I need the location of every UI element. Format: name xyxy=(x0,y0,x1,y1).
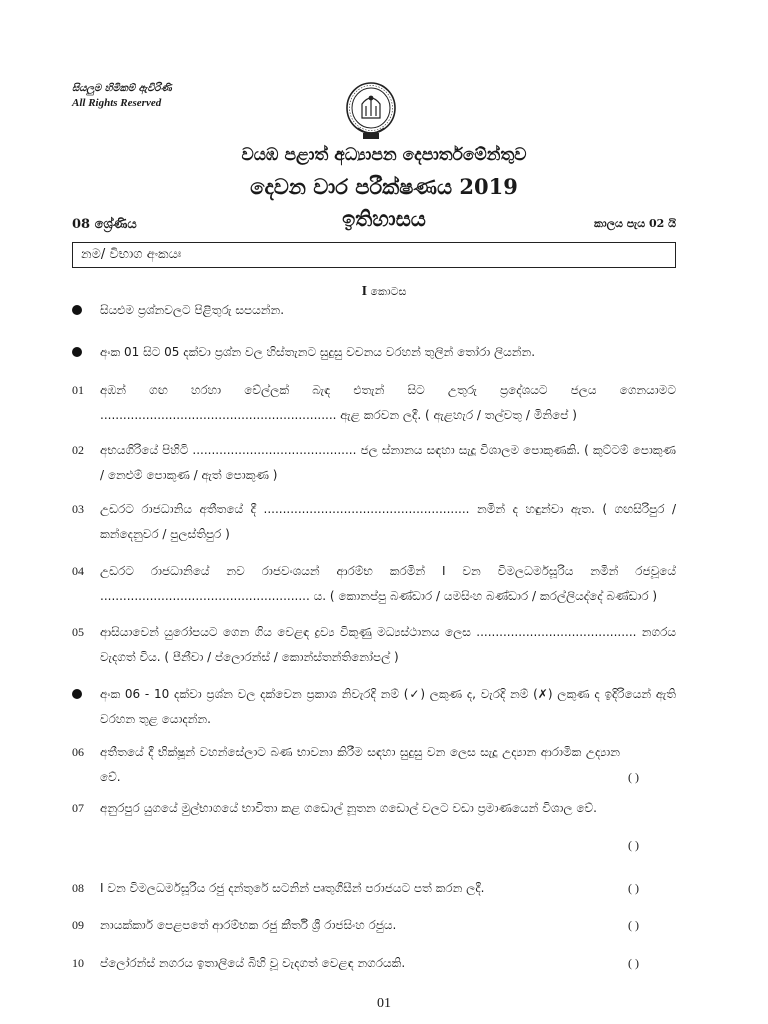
name-index-label: නම/ විභාග අංකයඃ xyxy=(81,247,182,262)
question-number: 07 xyxy=(72,801,84,815)
question-text: නායක්කාර් පෙළපතේ ආරම්භක රජු කීර්ති ශ්‍රී රාජසිංහ රජුය. xyxy=(100,918,397,932)
copyright-notice xyxy=(72,82,172,110)
question-text: ආසියාවෙන් යුරෝපයට ගෙන ගිය වෙළඳ ද්‍රව්‍ය විකුණු මධ්‍යස්ථානය ලෙස .......................................... නගරය වැදගත් විය. ( පීනීවා / ප්ලොරන්ස් / කොන්ස්තන්තිනෝපල් ) xyxy=(100,625,676,664)
exam-title: දෙවන වාර පරීක්ෂණය 2019 xyxy=(250,174,518,199)
question-number: 05 xyxy=(72,625,84,639)
question-number: 10 xyxy=(72,956,84,970)
bullet-icon xyxy=(72,305,82,315)
question-number: 01 xyxy=(72,383,84,397)
question-text: අතීතයේ දී භික්ෂූන් වහන්සේලාට බණ භාවනා කිරීම සඳහා සුදුසු වන ලෙස සැදූ උද්‍යාන ආරාමික උද්‍යාන වේ. xyxy=(100,745,620,784)
part-numeral: I xyxy=(361,284,368,299)
bullet-icon xyxy=(72,347,82,357)
time-label: කාලය පැය 02 යි xyxy=(594,217,676,230)
question-text: I වන විමලධර්මසූරිය රජු දන්තුරේ සටනින් පෘතුගීසීන් පරාජයට පත් කරන ලදී. xyxy=(100,881,485,895)
copyright-english: All Rights Reserved xyxy=(72,97,162,109)
name-index-field[interactable] xyxy=(72,242,676,268)
question-number: 06 xyxy=(72,745,84,759)
question-number: 09 xyxy=(72,918,84,932)
question-number: 03 xyxy=(72,502,84,516)
instruction-3: අංක 06 - 10 දක්වා ප්‍රශ්න වල දක්වෙන ප්‍රකාශ නිවැරදි නම් (✓) ලකුණ ද, වැරදි නම් (✗) ලකුණ ද ඉදිරියෙන් ඇති වරහන තුළ යොදන්න. xyxy=(100,687,676,726)
question-text: ප්ලෝරන්ස් නගරය ඉතාලියේ බිහි වූ වැදගත් වෙළඳ නගරයකි. xyxy=(100,956,406,970)
bullet-icon xyxy=(72,689,82,699)
question-text: අඹන් ගඟ හරහා වේල්ලක් බැඳ එතැන් සිට උතුරු ප්‍රදේශයට ජලය ගෙනයාමට .............................................................. ඇළ කරවන ලදී. ( ඇළහැර / තල්වතු / මිනිපේ ) xyxy=(100,383,676,422)
provincial-emblem-icon xyxy=(344,80,398,144)
instruction-2: අංක 01 සිට 05 දක්වා ප්‍රශ්න වල හිස්තැනට සුදුසු වචනය වරහන් තුලින් තෝරා ලියන්න. xyxy=(100,345,536,359)
part-label: කොටස xyxy=(367,285,407,298)
subject-title: ඉතිහාසය xyxy=(342,206,426,231)
question-text: අභයගිරියේ පිහිටි ........................................... ජල ස්නානය සඳහා සැදූ විශාලම පොකුණකි. ( කුට්ටම් පොකුණ / නෙළුම් පොකුණ / ඇත් පොකුණ ) xyxy=(100,443,676,482)
question-number: 08 xyxy=(72,881,84,895)
answer-bracket[interactable]: ( ) xyxy=(628,838,639,852)
question-text: අනුරපුර යුගයේ මුල්භාගයේ භාවිතා කළ ගඩොල් නූතන ගඩොල් වලට වඩා ප්‍රමාණයෙන් විශාල වේ. xyxy=(100,801,597,815)
question-number: 04 xyxy=(72,564,84,578)
answer-bracket[interactable]: ( ) xyxy=(628,956,639,970)
question-text: උඩරට රාජධානියේ නව රාජවංශයන් ආරම්භ කරමින් I වන විමලධර්මසූරිය නමින් රජවූයේ ....................................................... ය. ( කොනප්පු බණ්ඩාර / යමසිංහ බණ්ඩාර / කරල්ලියද්දේ බණ්ඩාර ) xyxy=(100,564,676,603)
question-number: 02 xyxy=(72,443,84,457)
page-number: 01 xyxy=(377,996,391,1011)
copyright-sinhala: සියලුම හිමිකම් ඇවිරිණි xyxy=(72,83,172,94)
grade-label: 08 ශ්‍රේණිය xyxy=(72,217,137,232)
answer-bracket[interactable]: ( ) xyxy=(628,881,639,895)
question-text: උඩරට රාජධානිය අතීතයේ දී ...................................................... නමින් ද හඳුන්වා ඇත. ( ගඟසිරිපුර / කන්දෙනුවර / පුලස්තිපුර ) xyxy=(100,502,676,541)
answer-bracket[interactable]: ( ) xyxy=(628,918,639,932)
department-name: වයඹ පළාත් අධ්‍යාපන දෙපාර්තමේන්තුව xyxy=(241,145,527,165)
instruction-1: සියළුම ප්‍රශ්නවලට පිළිතුරු සපයන්න. xyxy=(100,303,285,317)
answer-bracket[interactable]: ( ) xyxy=(628,770,639,784)
